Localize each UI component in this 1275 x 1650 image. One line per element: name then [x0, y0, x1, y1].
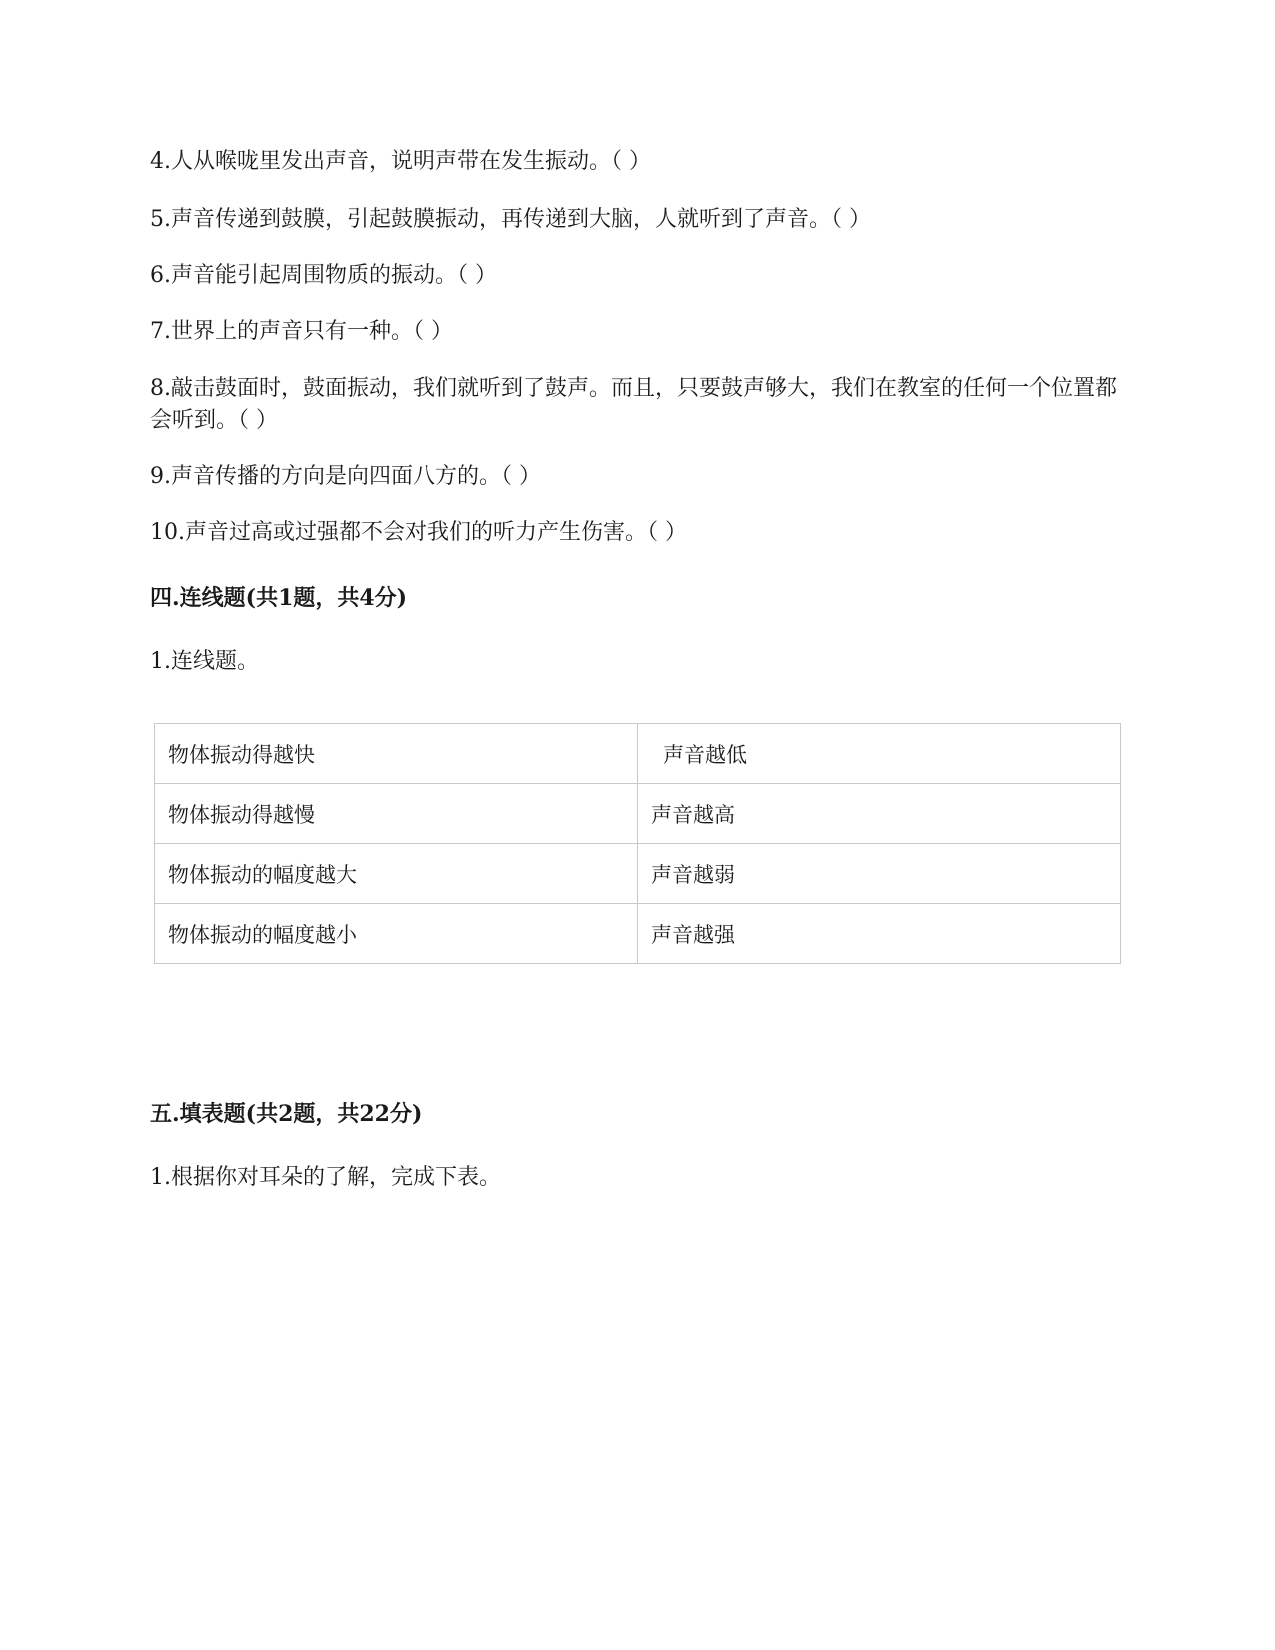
table-cell-left: 物体振动的幅度越大 [155, 844, 638, 904]
table-cell-right: 声音越高 [638, 784, 1121, 844]
question-9: 9.声音传播的方向是向四面八方的。（ ） [150, 464, 541, 489]
table-row [155, 844, 1121, 904]
question-5: 5.声音传递到鼓膜，引起鼓膜振动，再传递到大脑，人就听到了声音。（ ） [150, 207, 871, 232]
question-7: 7.世界上的声音只有一种。（ ） [150, 319, 453, 344]
table-row [155, 724, 1121, 784]
section-5-heading: 五.填表题(共2题，共22分) [150, 1101, 423, 1127]
table-cell-left: 物体振动得越慢 [155, 784, 638, 844]
table-cell-left: 物体振动得越快 [155, 724, 638, 784]
question-4: 4.人从喉咙里发出声音，说明声带在发生振动。（ ） [150, 149, 651, 174]
section-4-question-1: 1.连线题。 [150, 649, 259, 674]
question-6: 6.声音能引起周围物质的振动。（ ） [150, 263, 497, 288]
table-row [155, 784, 1121, 844]
table-cell-right: 声音越强 [638, 904, 1121, 964]
section-5-question-1: 1.根据你对耳朵的了解，完成下表。 [150, 1165, 501, 1190]
matching-table [154, 723, 1121, 964]
question-10: 10.声音过高或过强都不会对我们的听力产生伤害。（ ） [150, 520, 687, 545]
section-4-heading: 四.连线题(共1题，共4分) [150, 585, 408, 611]
table-row [155, 904, 1121, 964]
table-cell-right: 声音越低 [638, 724, 1121, 784]
table-cell-left: 物体振动的幅度越小 [155, 904, 638, 964]
table-cell-right: 声音越弱 [638, 844, 1121, 904]
question-8: 8.敲击鼓面时，鼓面振动，我们就听到了鼓声。而且，只要鼓声够大，我们在教室的任何一个位置都会听到。（ ） [150, 376, 1117, 433]
